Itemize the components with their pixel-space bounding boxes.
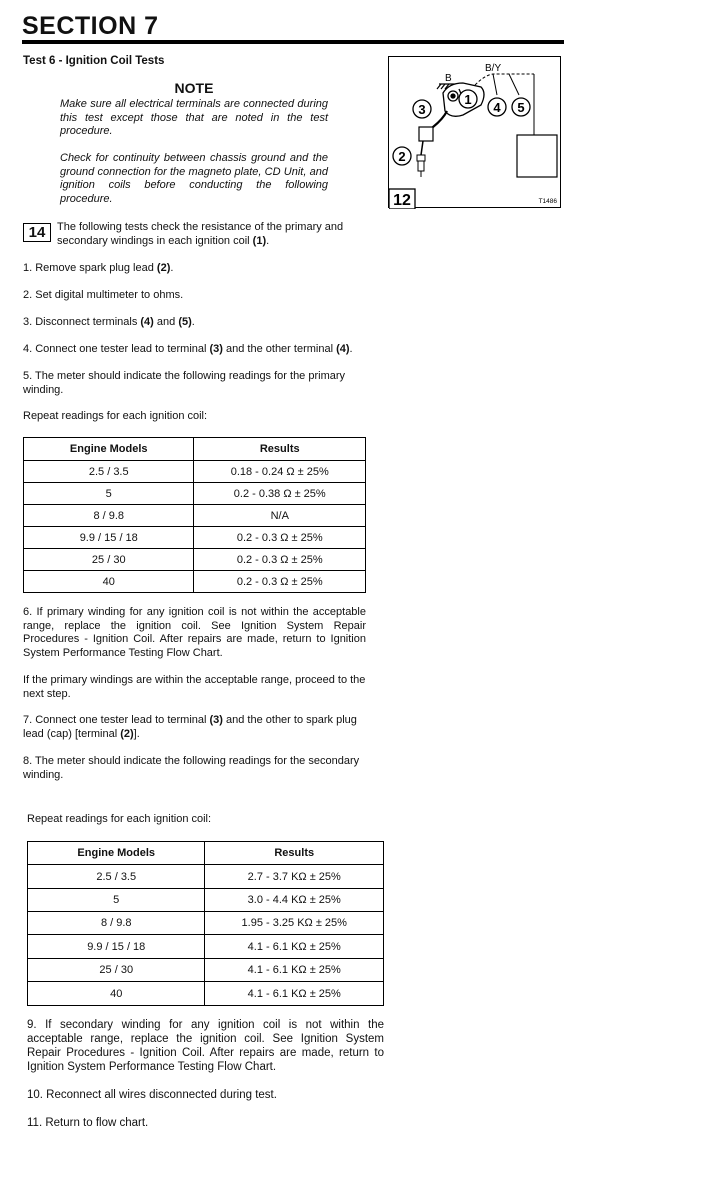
header-results: Results: [205, 842, 384, 865]
callout-2: 2: [398, 149, 406, 164]
cell-result: 0.18 - 0.24 Ω ± 25%: [194, 461, 366, 483]
callout-4: 4: [493, 100, 501, 115]
step-4-text: 4. Connect one tester lead to terminal: [23, 343, 210, 355]
note-paragraph-1: Make sure all electrical terminals are connected during this test except those that are noted in the test procedure.: [60, 98, 328, 137]
table-row: [28, 935, 384, 959]
table-row: [24, 483, 366, 505]
wire-label-b: B: [445, 73, 452, 84]
table-row: [24, 571, 366, 593]
cell-result: 2.7 - 3.7 KΩ ± 25%: [205, 865, 384, 889]
by-wire: [475, 74, 534, 85]
callout-5: 5: [517, 100, 525, 115]
cell-result: 0.2 - 0.3 Ω ± 25%: [194, 527, 366, 549]
step-3: [23, 316, 366, 330]
table-header-row: [28, 842, 384, 865]
step-3-ref-b: (5): [178, 316, 192, 328]
repeat-note-secondary: Repeat readings for each ignition coil:: [27, 813, 212, 825]
cell-result: N/A: [194, 505, 366, 527]
step-1-ref: (2): [156, 262, 171, 274]
cell-model: 9.9 / 15 / 18: [24, 527, 194, 549]
step-intro: [57, 221, 367, 248]
cell-model: 40: [28, 982, 205, 1006]
step-1-end: .: [170, 262, 174, 274]
cell-result: 0.2 - 0.3 Ω ± 25%: [194, 571, 366, 593]
header-results: Results: [194, 438, 366, 461]
table-header-row: [24, 438, 366, 461]
step-3-mid: and: [153, 316, 179, 328]
cell-model: 40: [24, 571, 194, 593]
step-7: [23, 714, 366, 741]
section-title: SECTION 7: [22, 12, 159, 40]
step-4-ref-a: (3): [209, 343, 223, 355]
table-row: [28, 982, 384, 1006]
section-rule: [22, 40, 564, 44]
plug-wire: [421, 141, 423, 155]
cell-result: 4.1 - 6.1 KΩ ± 25%: [205, 935, 384, 959]
cell-result: 4.1 - 6.1 KΩ ± 25%: [205, 959, 384, 982]
step-2: 2. Set digital multimeter to ohms.: [23, 289, 184, 301]
step-3-end: .: [191, 316, 195, 328]
step-7-mid: and the other to spark plug lead (cap) [terminal: [23, 714, 357, 740]
step-3-text: 3. Disconnect terminals: [23, 316, 141, 328]
table-row: [24, 527, 366, 549]
step-1: [23, 262, 366, 276]
wiring-diagram: [389, 57, 562, 209]
cell-result: 0.2 - 0.3 Ω ± 25%: [194, 549, 366, 571]
primary-winding-table: [23, 437, 366, 593]
test-title: Test 6 - Ignition Coil Tests: [23, 55, 165, 67]
table-row: [28, 959, 384, 982]
callout-1: 1: [464, 92, 472, 107]
figure-code: T1486: [538, 198, 557, 205]
cell-model: 2.5 / 3.5: [24, 461, 194, 483]
step-1-text: 1. Remove spark plug lead: [23, 262, 157, 274]
cell-model: 25 / 30: [28, 959, 205, 982]
cell-model: 9.9 / 15 / 18: [28, 935, 205, 959]
note-paragraph-2: Check for continuity between chassis ground and the ground connection for the magneto plate, CD Unit, and ignition coils before conducting the following procedure.: [60, 152, 328, 205]
plug-cap: [419, 127, 433, 141]
cell-result: 0.2 - 0.38 Ω ± 25%: [194, 483, 366, 505]
cell-model: 2.5 / 3.5: [28, 865, 205, 889]
cell-model: 5: [28, 889, 205, 912]
step-number-box: 14: [23, 223, 51, 242]
secondary-winding-table: [27, 841, 384, 1006]
lead-5: [509, 74, 519, 95]
step-4-mid: and the other terminal: [222, 343, 337, 355]
step-11: 11. Return to flow chart.: [27, 1117, 149, 1129]
step-intro-end: .: [266, 234, 270, 247]
step-8: 8. The meter should indicate the following readings for the secondary winding.: [23, 755, 360, 781]
lead-4: [493, 74, 497, 95]
table-row: [28, 912, 384, 935]
cd-unit-box: [517, 135, 557, 177]
step-4-end: .: [349, 343, 353, 355]
step-6b: If the primary windings are within the acceptable range, proceed to the next step.: [23, 674, 366, 700]
table-row: [28, 889, 384, 912]
step-9: 9. If secondary winding for any ignition coil is not within the acceptable range, replace the ignition coil. See Ignition System Repair Procedures - Ignition Coil. After repairs are made, return to Ignition System Performance Testing Flow Chart.: [27, 1019, 384, 1073]
step-10: 10. Reconnect all wires disconnected during test.: [27, 1089, 277, 1101]
figure-number: 12: [393, 192, 411, 209]
cell-model: 8 / 9.8: [28, 912, 205, 935]
step-intro-ref: (1): [252, 234, 267, 247]
table-row: [28, 865, 384, 889]
step-4-ref-b: (4): [336, 343, 350, 355]
step-6: 6. If primary winding for any ignition coil is not within the acceptable range, replace the ignition coil. See Ignition System Repair Procedures - Ignition Coil. After repairs are made, return to Ignition System Performance Testing Flow Chart.: [23, 606, 366, 659]
header-engine-models: Engine Models: [24, 438, 194, 461]
step-7-ref-a: (3): [209, 714, 223, 726]
repeat-note-primary: Repeat readings for each ignition coil:: [23, 410, 208, 422]
callout-3: 3: [418, 102, 426, 117]
note-heading: NOTE: [174, 80, 214, 96]
step-5: 5. The meter should indicate the following readings for the primary winding.: [23, 370, 346, 396]
step-intro-text: The following tests check the resistance of the primary and secondary windings in each ignition coil: [57, 221, 344, 247]
step-7-text: 7. Connect one tester lead to terminal: [23, 714, 210, 726]
cell-model: 25 / 30: [24, 549, 194, 571]
cell-model: 8 / 9.8: [24, 505, 194, 527]
cell-model: 5: [24, 483, 194, 505]
step-3-ref-a: (4): [140, 316, 154, 328]
figure-ignition-coil-diagram: [388, 56, 561, 208]
cell-result: 1.95 - 3.25 KΩ ± 25%: [205, 912, 384, 935]
spark-plug-shape: [417, 155, 425, 177]
cell-result: 3.0 - 4.4 KΩ ± 25%: [205, 889, 384, 912]
header-engine-models: Engine Models: [28, 842, 205, 865]
step-7-ref-b: (2): [120, 727, 134, 740]
cell-result: 4.1 - 6.1 KΩ ± 25%: [205, 982, 384, 1006]
table-row: [24, 461, 366, 483]
step-7-end: ].: [133, 727, 140, 740]
table-row: [24, 549, 366, 571]
wire-label-by: B/Y: [485, 63, 502, 74]
table-row: [24, 505, 366, 527]
step-4: [23, 343, 366, 357]
